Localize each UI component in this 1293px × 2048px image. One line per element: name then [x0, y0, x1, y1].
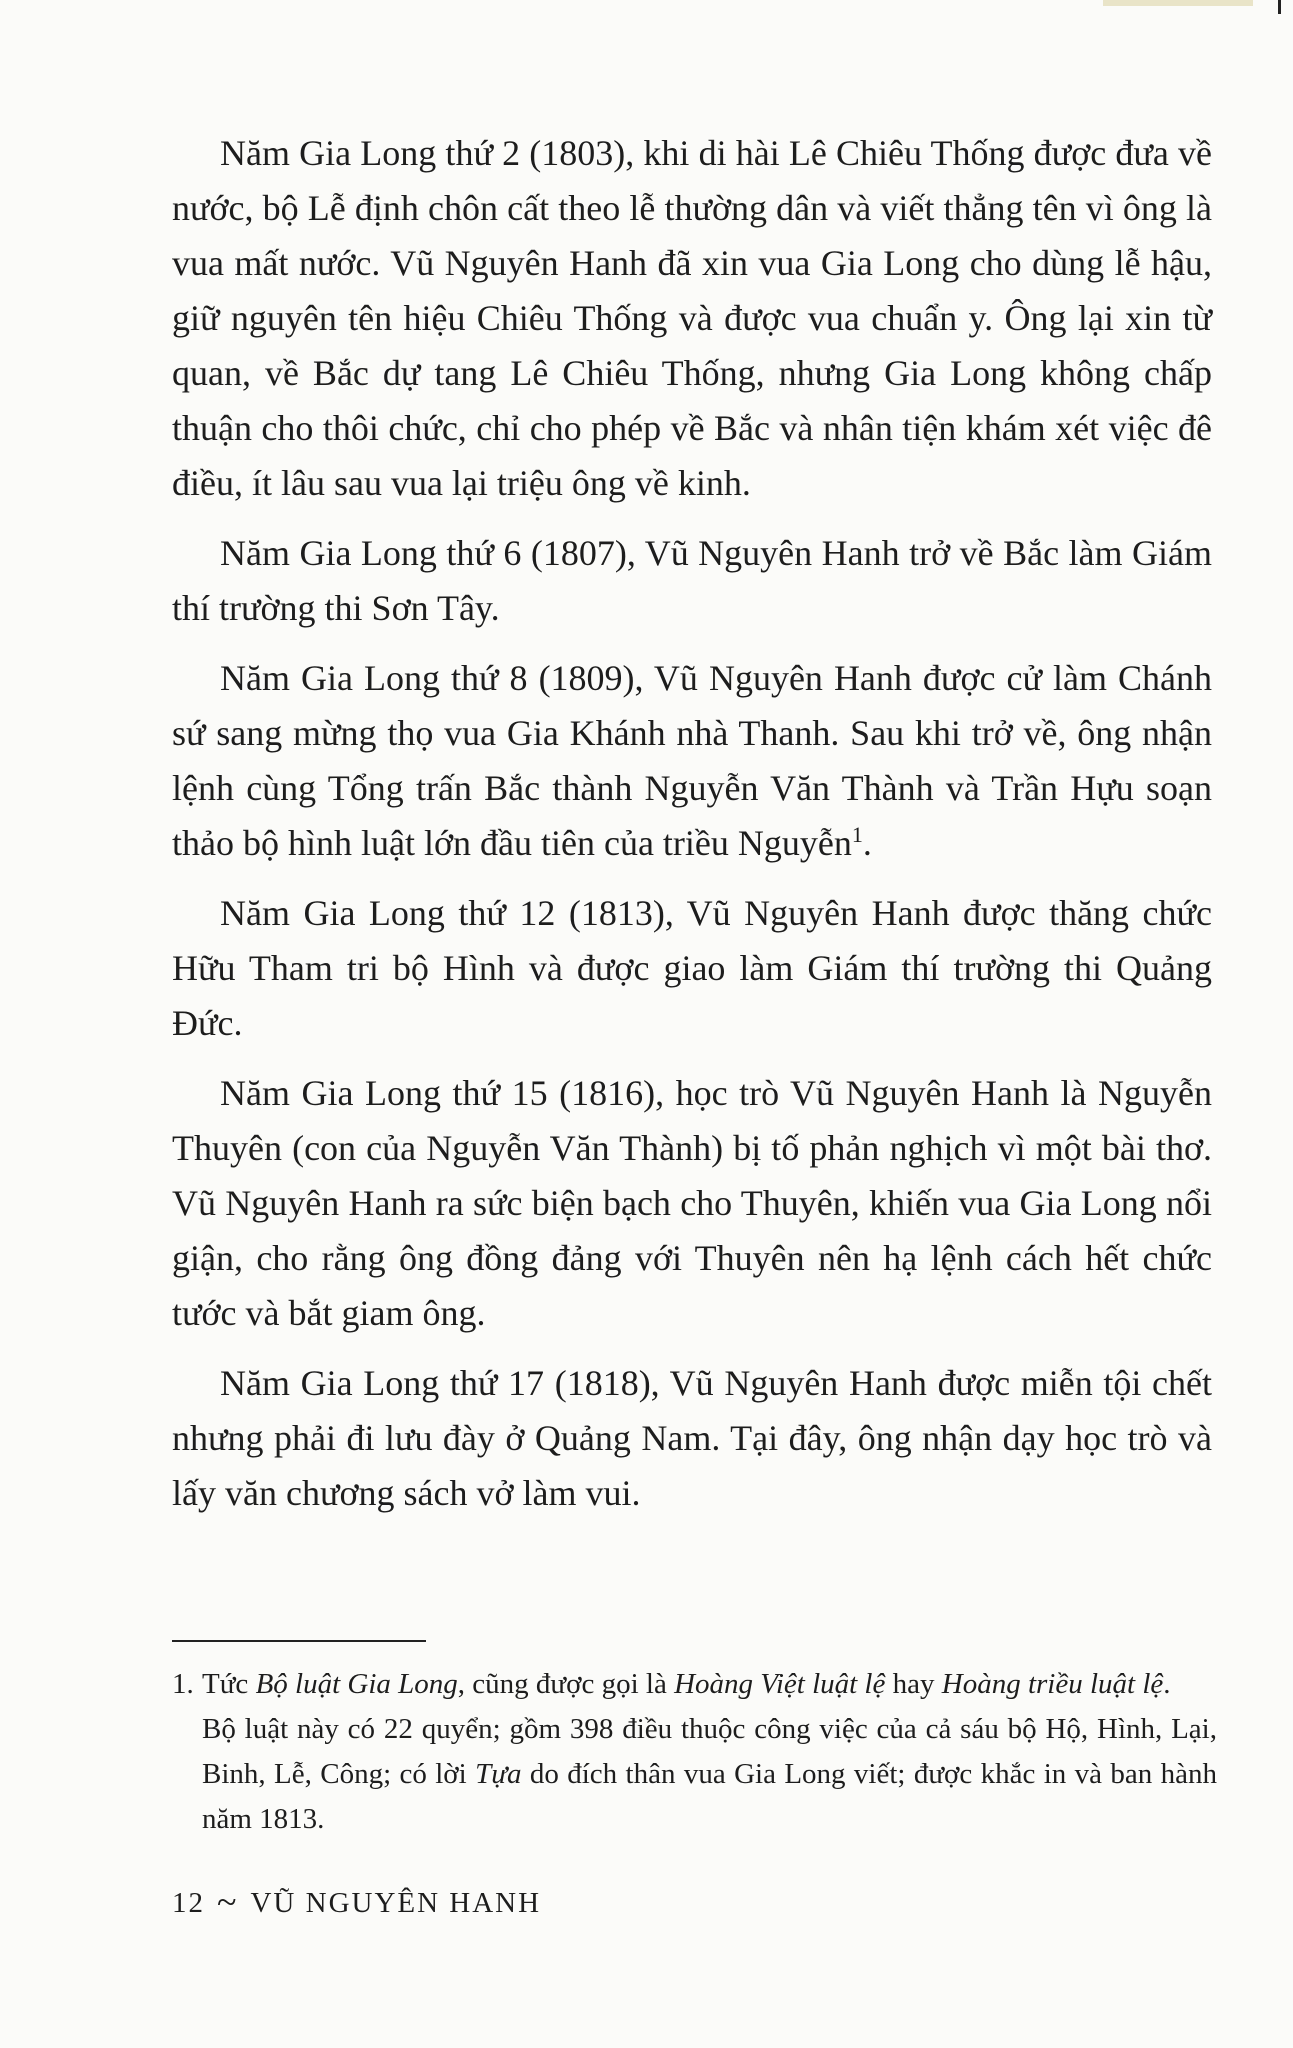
paragraph-1803: Năm Gia Long thứ 2 (1803), khi di hài Lê Chiêu Thống được đưa về nước, bộ Lễ định chôn cất theo lễ thường dân và viết thẳng tên vì ông là vua mất nước. Vũ Nguyên Hanh đã xin vua Gia Long cho dùng lễ hậu, giữ nguyên tên hiệu Chiêu Thống và được vua chuẩn y. Ông lại xin từ quan, về Bắc dự tang Lê Chiêu Thống, nhưng Gia Long không chấp thuận cho thôi chức, chỉ cho phép về Bắc và nhân tiện khám xét việc đê điều, ít lâu sau vua lại triệu ông về kinh.: [172, 133, 1212, 503]
paragraph-1816: Năm Gia Long thứ 15 (1816), học trò Vũ Nguyên Hanh là Nguyễn Thuyên (con của Nguyễn Văn Thành) bị tố phản nghịch vì một bài thơ. Vũ Nguyên Hanh ra sức biện bạch cho Thuyên, khiến vua Gia Long nổi giận, cho rằng ông đồng đảng với Thuyên nên hạ lệnh cách hết chức tước và bắt giam ông.: [172, 1073, 1212, 1333]
footnote-text: , cũng được gọi là: [457, 1668, 675, 1700]
footnote-text: hay: [885, 1668, 942, 1700]
footnote-number: 1.: [172, 1668, 194, 1700]
footnote-text: .: [1163, 1668, 1171, 1700]
footnote-italic-title: Tựa: [475, 1758, 522, 1790]
footnote-italic-title: Bộ luật Gia Long: [255, 1668, 458, 1700]
paragraph-1818: Năm Gia Long thứ 17 (1818), Vũ Nguyên Hanh được miễn tội chết nhưng phải đi lưu đày ở Quảng Nam. Tại đây, ông nhận dạy học trò và lấy văn chương sách vở làm vui.: [172, 1363, 1212, 1513]
footnote-italic-title: Hoàng triều luật lệ: [941, 1668, 1164, 1700]
page-number: 12: [172, 1887, 205, 1919]
book-title: VŨ NGUYÊN HANH: [250, 1887, 542, 1919]
footnote-italic-title: Hoàng Việt luật lệ: [674, 1668, 886, 1700]
paragraph-1813: Năm Gia Long thứ 12 (1813), Vũ Nguyên Hanh được thăng chức Hữu Tham tri bộ Hình và được giao làm Giám thí trường thi Quảng Đức.: [172, 893, 1212, 1043]
footnote-divider: [172, 1640, 426, 1642]
paragraph-1809-period: .: [862, 823, 872, 863]
footer-separator: ~: [217, 1882, 239, 1922]
footnote-first-line: [172, 1662, 1217, 1707]
footnote-reference[interactable]: 1: [851, 822, 863, 847]
top-edge-band: [1103, 0, 1253, 6]
paragraph-1809: [172, 651, 1212, 871]
paragraph-1809-text: Năm Gia Long thứ 8 (1809), Vũ Nguyên Hanh được cử làm Chánh sứ sang mừng thọ vua Gia Khánh nhà Thanh. Sau khi trở về, ông nhận lệnh cùng Tổng trấn Bắc thành Nguyễn Văn Thành và Trần Hựu soạn thảo bộ hình luật lớn đầu tiên của triều Nguyễn: [172, 658, 1212, 863]
main-text: [172, 126, 1212, 1536]
footnote-text: Bộ luật này có 22 quyển; gồm 398 điều thuộc công việc của cả sáu bộ Hộ, Hình, Lại, Binh, Lễ, Công; có lời: [202, 1713, 1217, 1790]
footnote: [172, 1662, 1217, 1842]
edge-mark: [1278, 0, 1281, 14]
footnote-text: do đích thân vua Gia Long viết; được khắc in và ban hành năm 1813.: [202, 1758, 1217, 1835]
running-footer: [172, 1882, 541, 1923]
footnote-text: Tức: [202, 1668, 256, 1700]
paragraph-1807: Năm Gia Long thứ 6 (1807), Vũ Nguyên Hanh trở về Bắc làm Giám thí trường thi Sơn Tây.: [172, 533, 1212, 628]
footnote-continuation: [172, 1707, 1217, 1842]
